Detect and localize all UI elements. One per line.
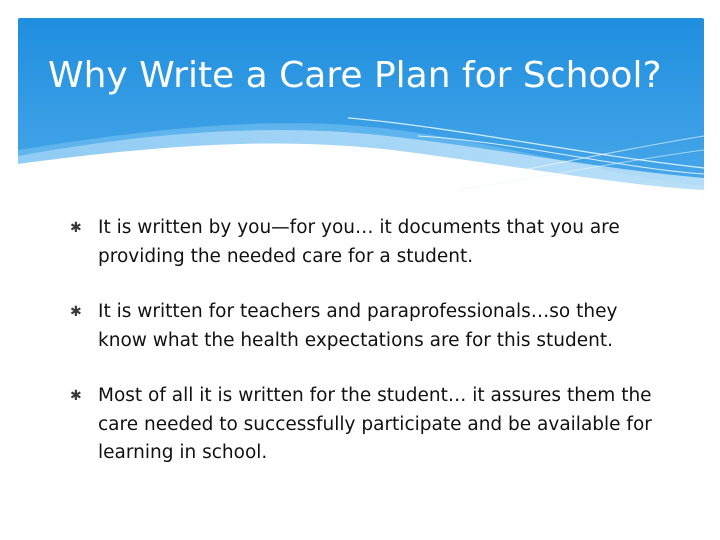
asterisk-icon: ✱: [70, 388, 82, 404]
bullet-list: [70, 214, 660, 495]
bullet-text: It is written by you—for you… it documents that you are providing the needed care for a student.: [98, 217, 620, 267]
title-banner: [18, 18, 704, 198]
bullet-text: It is written for teachers and paraprofessionals…so they know what the health expectations are for this student.: [98, 301, 618, 351]
asterisk-icon: ✱: [70, 304, 82, 320]
bullet-text: Most of all it is written for the student… it assures them the care needed to successfully participate and be available for learning in school.: [98, 385, 652, 463]
bullet-item: [70, 298, 660, 355]
banner-wave-graphic: [18, 18, 704, 198]
slide-title: Why Write a Care Plan for School?: [48, 55, 662, 96]
bullet-item: [70, 382, 660, 468]
bullet-item: [70, 214, 660, 271]
asterisk-icon: ✱: [70, 220, 82, 236]
